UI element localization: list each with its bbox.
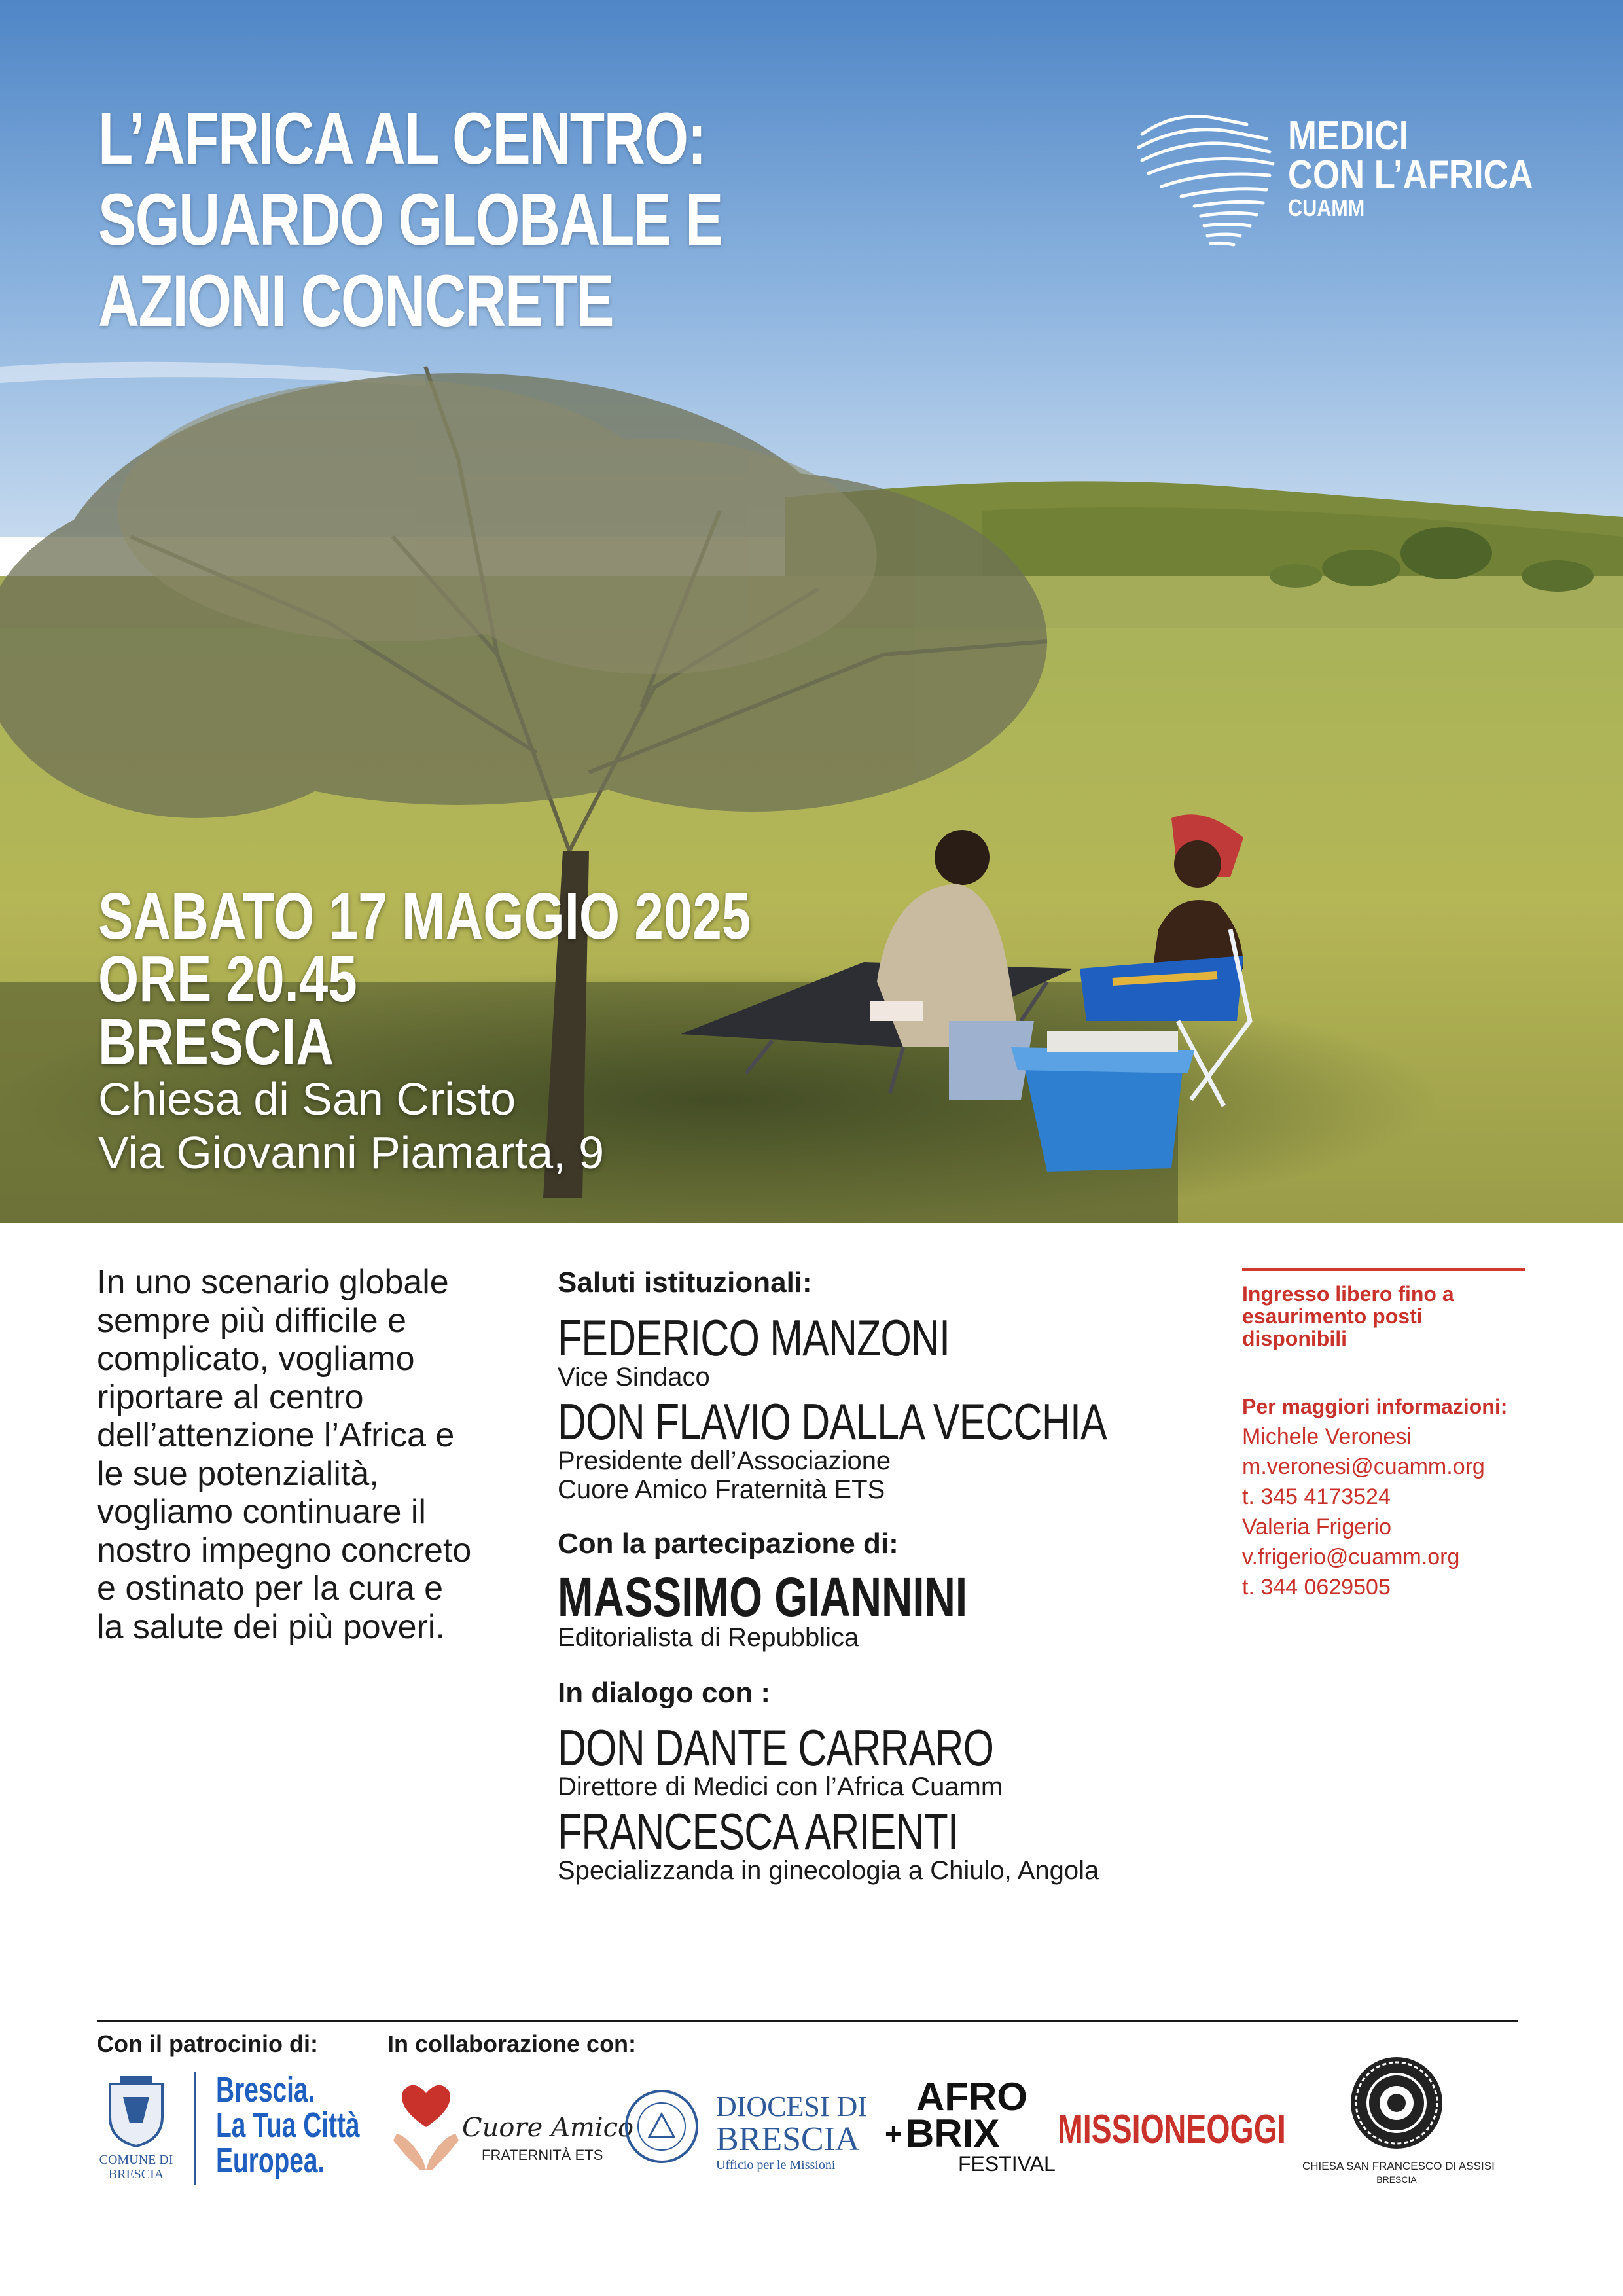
logo-text: Brescia. (216, 2070, 315, 2109)
sidebar-divider (1242, 1268, 1525, 1271)
cuamm-logo (1288, 113, 1533, 221)
venue-address: Via Giovanni Piamarta, 9 (98, 1127, 605, 1178)
contact-list (1242, 1422, 1485, 1602)
speaker-name: FEDERICO MANZONI (558, 1309, 950, 1367)
venue-name: Chiesa di San Cristo (98, 1073, 516, 1124)
title-line: L’AFRICA AL CENTRO: (98, 98, 706, 179)
event-time: ORE 20.45 (98, 942, 357, 1016)
info-label: Per maggiori informazioni: (1242, 1395, 1508, 1418)
speaker-role: Vice Sindaco (558, 1363, 710, 1391)
seal-icon (623, 2088, 700, 2165)
title-line: SGUARDO GLOBALE E (98, 179, 722, 260)
speaker-role: Presidente dell’Associazione (558, 1446, 891, 1475)
speaker-role: Specializzanda in ginecologia a Chiulo, Angola (558, 1856, 1099, 1885)
logo-text: FRATERNITÀ ETS (482, 2147, 603, 2163)
guest-role: Editorialista di Repubblica (558, 1623, 859, 1652)
logo-text: AFRO (916, 2075, 1027, 2119)
rosette-icon (1347, 2054, 1446, 2152)
afrobrix-logo (885, 2075, 1056, 2176)
event-city: BRESCIA (98, 1005, 334, 1079)
logo-text: Cuore Amico (462, 2113, 634, 2143)
entry-line: disponibili (1242, 1327, 1347, 1350)
logo-divider (194, 2072, 196, 2185)
chiesa-san-francesco-logo (1302, 2054, 1495, 2191)
contact-name: Michele Veronesi (1242, 1424, 1412, 1449)
diocesi-seal-logo (623, 2088, 700, 2165)
speaker-name: FRANCESCA ARIENTI (558, 1803, 959, 1860)
diocesi-brescia-logo (716, 2092, 867, 2173)
intro-paragraph: In uno scenario globale sempre più difficile e complicato, vogliamo riportare al centro dell’attenzione l’Africa e le sue potenzialità, vogliamo continuare il nostro impegno concreto e ostinato per la cura e la salute dei più poveri. (97, 1263, 472, 1646)
title-line: AZIONI CONCRETE (98, 260, 614, 342)
greetings-label: Saluti istituzionali: (558, 1266, 812, 1299)
speaker-name: DON FLAVIO DALLA VECCHIA (558, 1393, 1107, 1450)
entry-line: Ingresso libero fino a (1242, 1282, 1454, 1306)
logo-text: DIOCESI DI (716, 2090, 867, 2123)
brescia-europea-logo (216, 2072, 360, 2178)
contact-phone: t. 345 4173524 (1242, 1484, 1391, 1509)
participation-label: Con la partecipazione di: (558, 1528, 899, 1560)
logo-text: Europea. (216, 2141, 325, 2180)
logo-text: CHIESA SAN FRANCESCO DI ASSISI (1302, 2160, 1495, 2172)
logo-line: MEDICI (1288, 113, 1409, 158)
comune-brescia-logo (97, 2071, 175, 2189)
speaker-role: Direttore di Medici con l’Africa Cuamm (558, 1772, 1003, 1801)
logo-text: La Tua Città (216, 2106, 360, 2145)
missioneoggi-logo: MISSIONEOGGI (1058, 2107, 1286, 2152)
logo-text: FESTIVAL (958, 2152, 1056, 2176)
logo-text: BRESCIA (108, 2167, 164, 2181)
guest-name: MASSIMO GIANNINI (558, 1566, 968, 1628)
entry-note (1242, 1283, 1454, 1350)
speaker-role: Cuore Amico Fraternità ETS (558, 1475, 885, 1504)
event-datetime (98, 880, 751, 1079)
patronage-label: Con il patrocinio di: (97, 2030, 318, 2057)
contact-email[interactable]: m.veronesi@cuamm.org (1242, 1454, 1485, 1479)
event-venue (98, 1072, 604, 1179)
logo-subline: CUAMM (1288, 194, 1365, 221)
logo-line: CON L’AFRICA (1288, 152, 1533, 198)
logo-text: BRESCIA (1376, 2174, 1417, 2185)
collaboration-label: In collaborazione con: (387, 2030, 637, 2057)
entry-line: esaurimento posti (1242, 1304, 1423, 1328)
heart-hands-icon (390, 2075, 462, 2173)
speaker-name: DON DANTE CARRARO (558, 1719, 994, 1776)
dialogue-label: In dialogo con : (558, 1677, 771, 1709)
logo-text: BRIX (906, 2111, 1000, 2155)
event-date: SABATO 17 MAGGIO 2025 (98, 880, 751, 953)
plus-icon: + (885, 2117, 902, 2151)
contact-email[interactable]: v.frigerio@cuamm.org (1242, 1545, 1460, 1570)
page-title (98, 98, 722, 342)
cuore-amico-logo (390, 2075, 634, 2179)
logo-text: BRESCIA (716, 2121, 860, 2158)
logo-text: Ufficio per le Missioni (716, 2158, 836, 2172)
contact-name: Valeria Frigerio (1242, 1515, 1392, 1539)
logo-text: COMUNE DI (99, 2153, 173, 2167)
coat-of-arms-icon (97, 2071, 175, 2149)
contact-phone: t. 344 0629505 (1242, 1575, 1391, 1600)
footer-divider (97, 2020, 1518, 2022)
